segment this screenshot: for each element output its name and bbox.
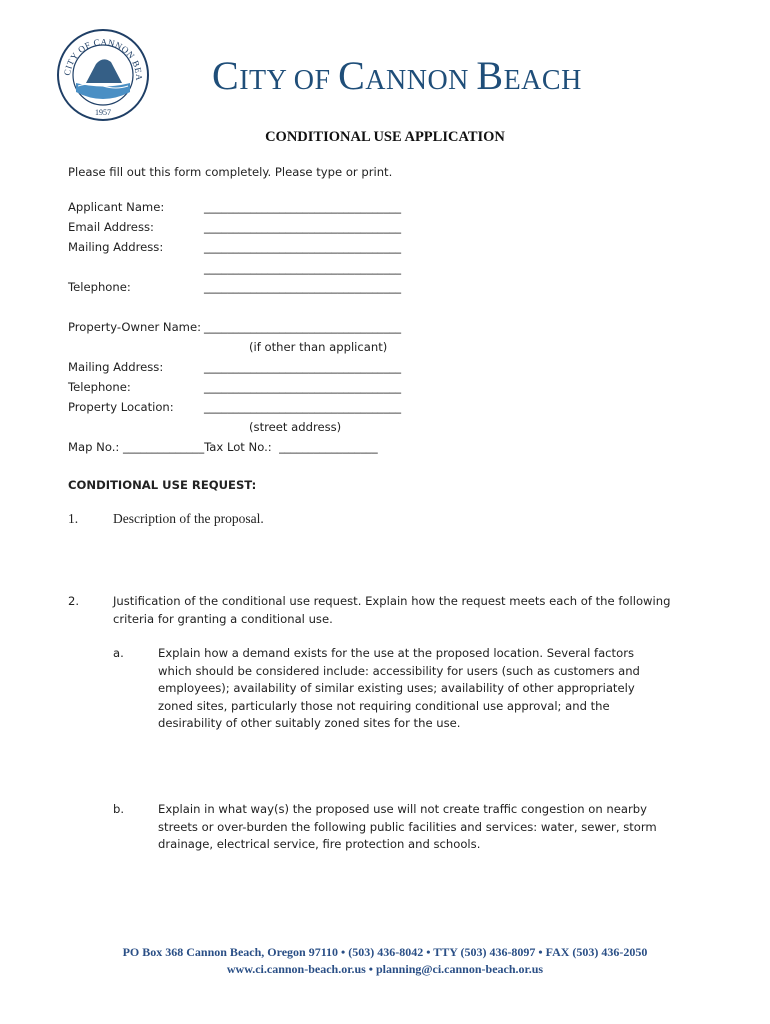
owner-telephone-field[interactable]: __________________________________ bbox=[204, 380, 402, 394]
mailing-address-field-2[interactable]: __________________________________ bbox=[204, 261, 402, 275]
city-name-part: C bbox=[338, 53, 366, 98]
property-location-field[interactable]: __________________________________ bbox=[204, 400, 402, 414]
city-name-part: ANNON bbox=[365, 65, 477, 96]
item-a-text: Explain how a demand exists for the use at the proposed location. Several factors which should be considered include: accessibility for users (such as customers and employees); availability of similar existing uses; availability of other appropriately zoned sites, particularly those not requiring conditional use approval; and the desirability of other suitably zoned sites for the use. bbox=[158, 646, 640, 730]
seal-graphic bbox=[56, 28, 150, 122]
owner-mailing-address-field[interactable]: __________________________________ bbox=[204, 360, 402, 374]
footer-web-line[interactable]: www.ci.cannon-beach.or.us • planning@ci.cannon-beach.or.us bbox=[226, 962, 544, 976]
map-taxlot-line[interactable]: Map No.: ______________Tax Lot No.: _________________ bbox=[68, 440, 378, 454]
owner-telephone-label: Telephone: bbox=[68, 380, 131, 394]
property-location-label: Property Location: bbox=[68, 400, 174, 414]
city-seal-logo bbox=[56, 28, 150, 122]
applicant-name-field[interactable]: __________________________________ bbox=[204, 200, 402, 214]
seal-text: CITY OF CANNON BEA bbox=[62, 36, 145, 82]
item-b-text: Explain in what way(s) the proposed use will not create traffic congestion on nearby streets or over-burden the following public facilities and services: water, sewer, storm drainage, electrical service, fire protection and schools. bbox=[158, 802, 657, 851]
property-owner-name-field[interactable]: __________________________________ bbox=[204, 320, 402, 334]
city-name-part: C bbox=[212, 53, 240, 98]
footer-contact-line: PO Box 368 Cannon Beach, Oregon 97110 • (503) 436-8042 • TTY (503) 436-8097 • FAX (503) 436-2050 bbox=[122, 945, 648, 959]
street-address-hint: (street address) bbox=[249, 420, 342, 434]
owner-mailing-address-label: Mailing Address: bbox=[68, 360, 164, 374]
item-1-text: Description of the proposal. bbox=[113, 511, 264, 526]
mailing-address-label: Mailing Address: bbox=[68, 240, 164, 254]
item-b-letter: b. bbox=[113, 802, 125, 816]
form-title: CONDITIONAL USE APPLICATION bbox=[265, 129, 505, 145]
email-address-label: Email Address: bbox=[68, 220, 154, 234]
telephone-label: Telephone: bbox=[68, 280, 131, 294]
applicant-name-label: Applicant Name: bbox=[68, 200, 165, 214]
footer bbox=[0, 944, 770, 978]
email-address-field[interactable]: __________________________________ bbox=[204, 220, 402, 234]
mailing-address-field[interactable]: __________________________________ bbox=[204, 240, 402, 254]
city-name-part: ITY OF bbox=[239, 65, 339, 96]
instructions-text: Please fill out this form completely. Please type or print. bbox=[68, 165, 393, 179]
property-owner-name-label: Property-Owner Name: bbox=[68, 320, 202, 334]
seal-year: 1957 bbox=[95, 108, 111, 117]
owner-name-hint: (if other than applicant) bbox=[249, 340, 388, 354]
item-2-text: Justification of the conditional use request. Explain how the request meets each of the following criteria for granting a conditional use. bbox=[113, 594, 671, 626]
item-1-number: 1. bbox=[68, 511, 79, 526]
telephone-field[interactable]: __________________________________ bbox=[204, 280, 402, 294]
city-name-part: B bbox=[476, 53, 504, 98]
item-a-letter: a. bbox=[113, 646, 124, 660]
city-name-part: EACH bbox=[503, 65, 582, 96]
item-2-number: 2. bbox=[68, 594, 80, 608]
conditional-use-request-heading: CONDITIONAL USE REQUEST: bbox=[68, 478, 257, 492]
city-name-heading bbox=[212, 52, 582, 99]
